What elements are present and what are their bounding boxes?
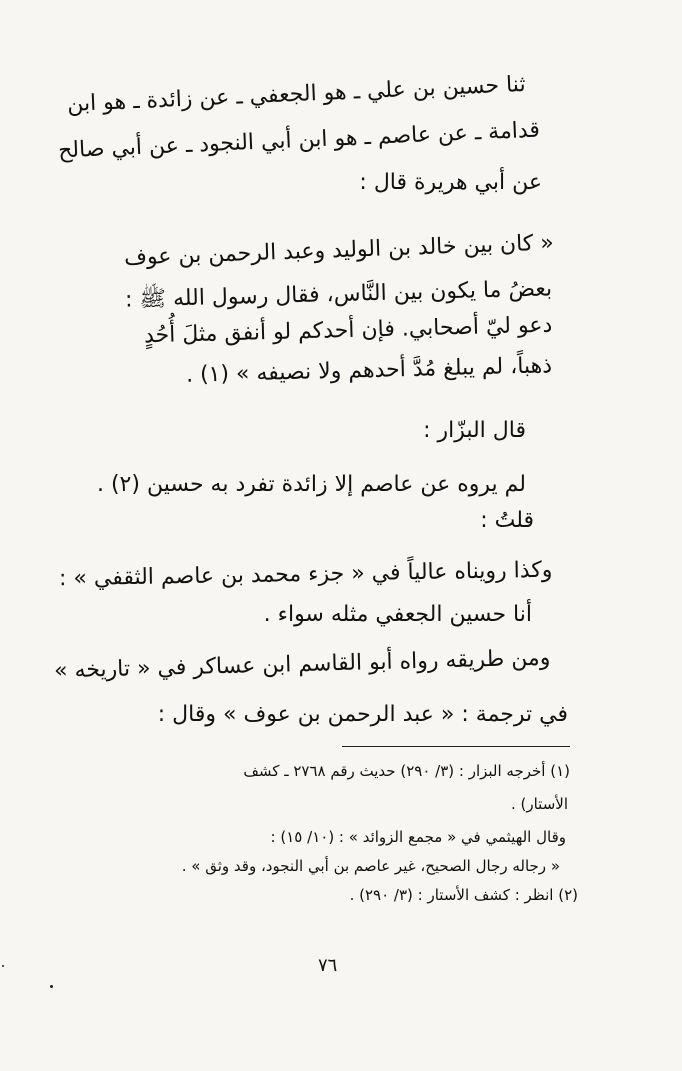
- main-text-line-5: بعضُ ما يكون بين النَّاس، فقال رسول الله ﷺ :: [124, 276, 553, 313]
- main-text-line-2: قدامة ـ عن عاصم ـ هو ابن أبي النجود ـ عن أبي صالح: [57, 117, 541, 164]
- main-text-line-4: « كان بين خالد بن الوليد وعبد الرحمن بن عوف: [123, 230, 555, 271]
- main-text-line-13: ومن طريقه رواه أبو القاسم ابن عساكر في « تاريخه »: [53, 645, 551, 684]
- main-text-line-8: قال البزّار :: [423, 418, 526, 443]
- footnote-line-5: (٢) انظر : كشف الأستار : (٣/ ٢٩٠) .: [349, 886, 578, 904]
- main-text-line-14: في ترجمة : « عبد الرحمن بن عوف » وقال :: [157, 702, 568, 727]
- footnote-divider: [342, 746, 570, 747]
- footnote-line-1: (١) أخرجه البزار : (٣/ ٢٩٠) حديث رقم ٢٧٦٨ ـ كشف: [243, 762, 570, 780]
- main-text-line-10: قلتُ :: [480, 508, 534, 533]
- main-text-line-3: عن أبي هريرة قال :: [359, 170, 542, 195]
- page-number: ٧٦: [318, 955, 338, 976]
- footnote-line-3: وقال الهيثمي في « مجمع الزوائد » : (١٠/ ١٥) :: [270, 828, 566, 846]
- footnote-line-2: الأستار) .: [510, 795, 568, 813]
- main-text-line-11: وكذا رويناه عالياً في « جزء محمد بن عاصم الثقفي » :: [58, 557, 553, 592]
- main-text-line-9: لم يروه عن عاصم إلا زائدة تفرد به حسين (٢) .: [96, 472, 526, 497]
- main-text-line-7: ذهباً، لم يبلغ مُدَّ أحدهم ولا نصيفه » (١) .: [185, 353, 553, 388]
- scan-speck: [2, 965, 4, 967]
- footnote-line-4: « رجاله رجال الصحيح، غير عاصم بن أبي النجود، وقد وثق » .: [181, 857, 560, 875]
- scan-speck: [50, 985, 53, 988]
- main-text-line-12: أنا حسين الجعفي مثله سواء .: [263, 602, 532, 627]
- main-text-line-1: ثنا حسين بن علي ـ هو الجعفي ـ عن زائدة ـ هو ابن: [66, 72, 527, 117]
- main-text-line-6: دعو ليّ أصحابي. فإن أحدكم لو أنفق مثلَ أُحُدٍ: [143, 312, 553, 349]
